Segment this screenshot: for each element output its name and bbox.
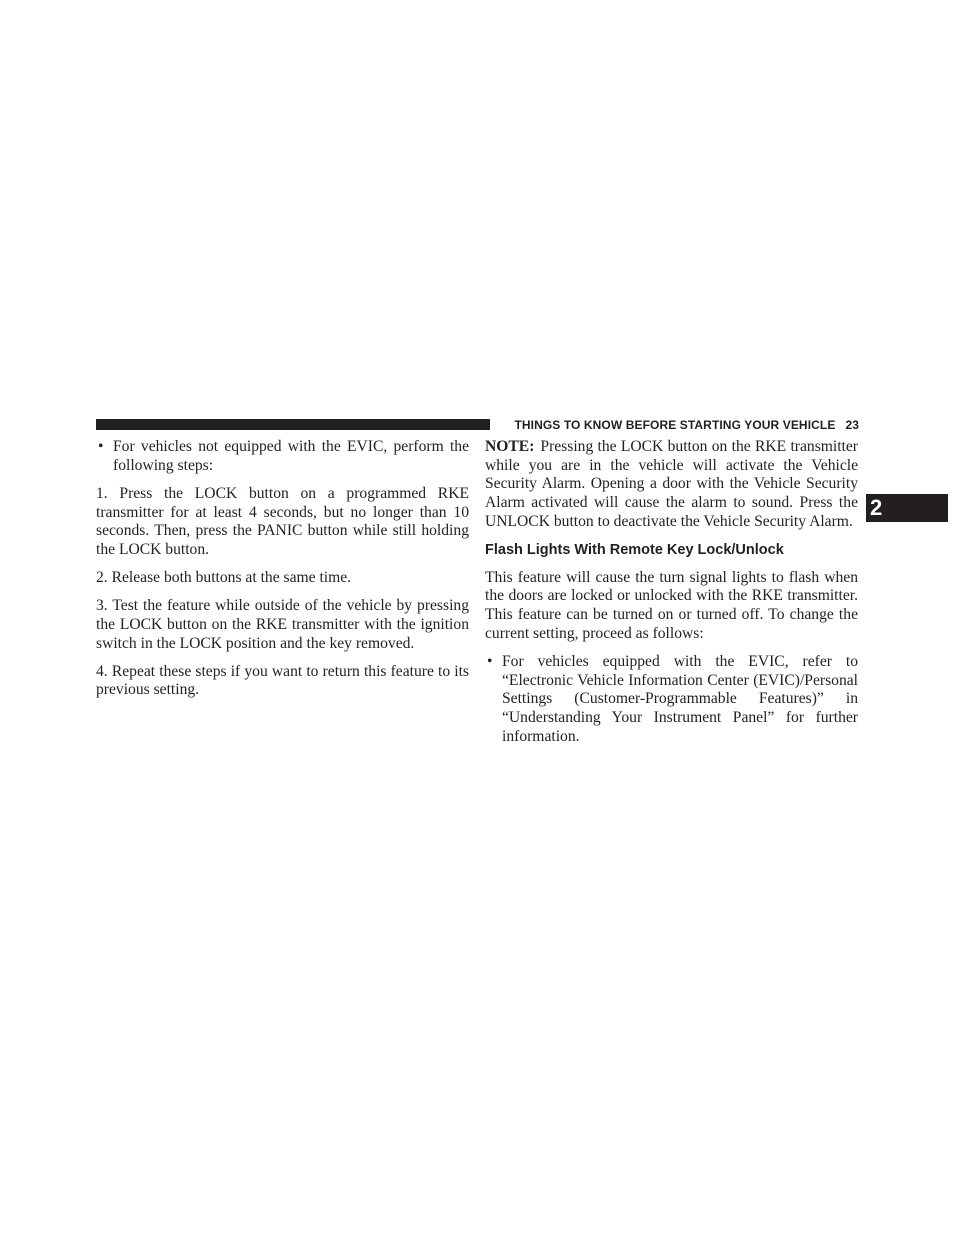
note-text: Pressing the LOCK button on the RKE transmitter while you are in the vehicle will activate the Vehicle Security Alarm. Opening a door with the Vehicle Security Alarm activated will cause the alarm to sound. Press the UNLOCK button to deactivate the Vehicle Security Alarm.: [485, 438, 858, 530]
bullet-text: For vehicles equipped with the EVIC, refer to “Electronic Vehicle Information Center (EVIC)/Personal Settings (Customer-Programmable Features)” in “Understanding Your Instrument Panel” for further information.: [502, 652, 858, 745]
step-4: 4. Repeat these steps if you want to return this feature to its previous setting.: [96, 662, 469, 699]
step-1: 1. Press the LOCK button on a programmed RKE transmitter for at least 4 seconds, but no longer than 10 seconds. Then, press the PANIC button while still holding the LOCK button.: [96, 484, 469, 558]
header-rule: [96, 419, 490, 430]
running-header: [497, 417, 859, 433]
bullet-icon: •: [487, 652, 493, 670]
step-2: 2. Release both buttons at the same time.: [96, 569, 352, 586]
chapter-tab: 2: [866, 494, 948, 522]
bullet-icon: •: [98, 438, 104, 455]
bullet-item: [485, 653, 858, 747]
page-number: 23: [845, 418, 859, 432]
intro-paragraph: This feature will cause the turn signal lights to flash when the doors are locked or unlocked with the RKE transmitter. This feature can be turned on or turned off. To change the current setting, proceed as follows:: [485, 568, 858, 642]
left-column: [96, 438, 469, 709]
section-heading: Flash Lights With Remote Key Lock/Unlock: [485, 541, 784, 558]
note-label: NOTE:: [485, 438, 535, 455]
right-column: [485, 438, 858, 756]
bullet-item: [96, 438, 469, 475]
note-paragraph: [485, 438, 858, 532]
step-3: 3. Test the feature while outside of the vehicle by pressing the LOCK button on the RKE transmitter with the ignition switch in the LOCK position and the key removed.: [96, 597, 469, 652]
bullet-text: For vehicles not equipped with the EVIC, perform the following steps:: [113, 438, 469, 474]
section-title: THINGS TO KNOW BEFORE STARTING YOUR VEHICLE: [514, 418, 836, 432]
